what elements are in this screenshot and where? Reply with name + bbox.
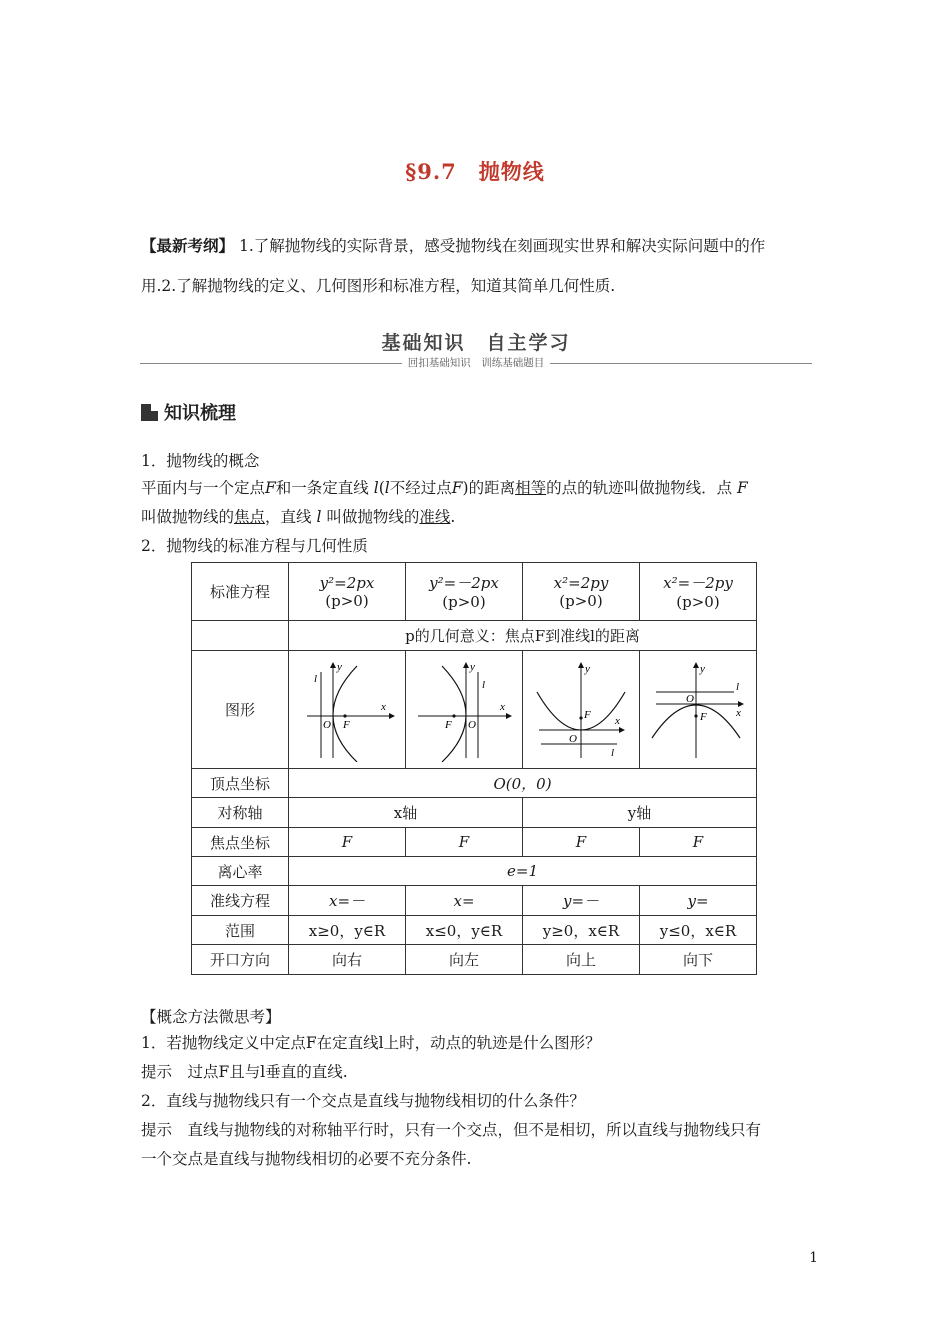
axis-x-label: x bbox=[736, 706, 741, 719]
directrix-2 bbox=[406, 886, 523, 916]
axis-y-label: y bbox=[585, 662, 590, 675]
equation-2: y²=－2px bbox=[429, 574, 499, 592]
t: l bbox=[373, 479, 379, 497]
directrix-text: y= bbox=[687, 891, 709, 910]
directrix-label: l bbox=[736, 680, 740, 693]
banner-title: 基础知识 自主学习 bbox=[381, 332, 571, 354]
parabola-left-graph bbox=[414, 658, 514, 762]
axis-y: y轴 bbox=[523, 798, 757, 828]
section-heading bbox=[141, 399, 236, 425]
row-label-directrix: 准线方程 bbox=[192, 886, 289, 916]
opening-4: 向下 bbox=[640, 945, 757, 975]
section-square-icon bbox=[141, 404, 158, 421]
p-meaning: p的几何意义：焦点F到准线l的距离 bbox=[289, 621, 757, 651]
t: 叫做抛物线的 bbox=[326, 508, 420, 526]
origin-label: O bbox=[569, 732, 577, 745]
concept-line2 bbox=[141, 507, 813, 527]
focus-label: F bbox=[584, 708, 591, 721]
t: 不经过点 bbox=[389, 479, 452, 497]
t: 平面内与一个定点 bbox=[141, 479, 266, 497]
t: 叫做抛物线的 bbox=[141, 508, 235, 526]
focus-label: F bbox=[343, 718, 350, 731]
t: )的距离 bbox=[462, 479, 516, 497]
graph-up bbox=[523, 651, 640, 769]
t: l bbox=[384, 479, 390, 497]
think-a2-line2: 一个交点是直线与抛物线相切的必要不充分条件. bbox=[141, 1150, 472, 1168]
graph-down bbox=[640, 651, 757, 769]
directrix-text: x=－ bbox=[328, 892, 366, 910]
kaogang-line2: 用.2.了解抛物线的定义、几何图形和标准方程，知道其简单几何性质. bbox=[141, 277, 616, 295]
row-label-eccentricity: 离心率 bbox=[192, 857, 289, 886]
directrix-label: l bbox=[482, 678, 486, 691]
banner-subtitle: 回扣基础知识 训练基础题目 bbox=[402, 357, 551, 369]
condition-2: (p>0) bbox=[442, 593, 486, 611]
t: l bbox=[316, 508, 322, 526]
section-banner bbox=[140, 328, 812, 369]
parabola-properties-table bbox=[191, 562, 757, 975]
axis-y-label: y bbox=[470, 660, 475, 673]
banner-subtitle-wrap bbox=[140, 355, 812, 370]
t: F bbox=[451, 479, 463, 497]
row-label-range: 范围 bbox=[192, 916, 289, 945]
vertex-value bbox=[289, 769, 757, 798]
equation-cell-1 bbox=[289, 563, 406, 621]
eccentricity-value bbox=[289, 857, 757, 886]
kaogang-line1 bbox=[141, 236, 813, 256]
row-label-empty bbox=[192, 621, 289, 651]
think-q2: 2．直线与抛物线只有一个交点是直线与抛物线相切的什么条件？ bbox=[141, 1092, 585, 1110]
directrix-4 bbox=[640, 886, 757, 916]
origin-label: O bbox=[323, 718, 331, 731]
t: ，直线 bbox=[265, 508, 312, 526]
page-title: §9.7 抛物线 bbox=[405, 159, 545, 184]
opening-2: 向左 bbox=[406, 945, 523, 975]
range-1: x≥0，y∈R bbox=[289, 916, 406, 945]
axis-x-label: x bbox=[500, 700, 505, 713]
focus-4 bbox=[640, 828, 757, 857]
parabola-right-graph bbox=[297, 658, 397, 762]
row-label-equation: 标准方程 bbox=[192, 563, 289, 621]
page-number: 1 bbox=[809, 1250, 818, 1266]
equation-1: y²=2px bbox=[319, 573, 375, 592]
focus-2 bbox=[406, 828, 523, 857]
focus-label: F bbox=[445, 718, 452, 731]
row-label-focus: 焦点坐标 bbox=[192, 828, 289, 857]
row-label-graph: 图形 bbox=[192, 651, 289, 769]
row-label-vertex: 顶点坐标 bbox=[192, 769, 289, 798]
t: F bbox=[265, 479, 276, 497]
focus-text: F bbox=[692, 833, 704, 851]
equation-cell-3 bbox=[523, 563, 640, 621]
think-q1: 1．若抛物线定义中定点F在定直线l上时，动点的轨迹是什么图形？ bbox=[141, 1034, 601, 1052]
eccentricity-text: e=1 bbox=[507, 862, 538, 880]
think-label: 【概念方法微思考】 bbox=[141, 1008, 281, 1026]
condition-3: (p>0) bbox=[559, 591, 603, 610]
think-a1: 提示 过点F且与l垂直的直线. bbox=[141, 1063, 348, 1081]
opening-1: 向右 bbox=[289, 945, 406, 975]
t: 准线 bbox=[419, 508, 451, 526]
t: ( bbox=[378, 479, 385, 497]
parabola-up-graph bbox=[531, 658, 631, 762]
t: F bbox=[737, 479, 748, 497]
row-label-axis: 对称轴 bbox=[192, 798, 289, 828]
table-heading: 2．抛物线的标准方程与几何性质 bbox=[141, 537, 368, 555]
equation-cell-4 bbox=[640, 563, 757, 621]
focus-label: F bbox=[700, 710, 707, 723]
t: 的点的轨迹叫做抛物线．点 bbox=[546, 479, 733, 497]
vertex-text: O(0，0) bbox=[493, 774, 552, 793]
directrix-label: l bbox=[611, 746, 615, 759]
equation-4: x²=－2py bbox=[663, 574, 733, 592]
axis-x: x轴 bbox=[289, 798, 523, 828]
kaogang-text1: 1.了解抛物线的实际背景，感受抛物线在刻画现实世界和解决实际问题中的作 bbox=[238, 237, 766, 255]
row-label-opening: 开口方向 bbox=[192, 945, 289, 975]
t: 焦点 bbox=[234, 508, 266, 526]
graph-right bbox=[289, 651, 406, 769]
axis-x-label: x bbox=[615, 714, 620, 727]
directrix-1 bbox=[289, 886, 406, 916]
range-4: y≤0，x∈R bbox=[640, 916, 757, 945]
origin-label: O bbox=[686, 692, 694, 705]
focus-text: F bbox=[341, 833, 353, 851]
t: . bbox=[450, 508, 456, 526]
parabola-down-graph bbox=[648, 658, 748, 762]
axis-x-label: x bbox=[381, 700, 386, 713]
concept-line1 bbox=[141, 478, 813, 498]
focus-text: F bbox=[458, 833, 470, 851]
range-2: x≤0，y∈R bbox=[406, 916, 523, 945]
concept-heading: 1．抛物线的概念 bbox=[141, 452, 260, 470]
section-heading-text: 知识梳理 bbox=[164, 403, 236, 424]
directrix-label: l bbox=[314, 672, 318, 685]
kaogang-label: 【最新考纲】 bbox=[141, 236, 235, 255]
t: 相等 bbox=[515, 479, 547, 497]
axis-y-label: y bbox=[337, 660, 342, 673]
condition-4: (p>0) bbox=[676, 593, 720, 611]
condition-1: (p>0) bbox=[325, 591, 369, 610]
axis-y-label: y bbox=[700, 662, 705, 675]
range-3: y≥0，x∈R bbox=[523, 916, 640, 945]
origin-label: O bbox=[468, 718, 476, 731]
focus-text: F bbox=[575, 833, 587, 851]
focus-1 bbox=[289, 828, 406, 857]
opening-3: 向上 bbox=[523, 945, 640, 975]
directrix-text: y=－ bbox=[562, 892, 600, 910]
directrix-text: x= bbox=[453, 891, 475, 910]
focus-3 bbox=[523, 828, 640, 857]
t: 和一条定直线 bbox=[275, 479, 369, 497]
directrix-3 bbox=[523, 886, 640, 916]
graph-left bbox=[406, 651, 523, 769]
think-a2-line1: 提示 直线与抛物线的对称轴平行时，只有一个交点，但不是相切，所以直线与抛物线只有 bbox=[141, 1121, 762, 1139]
equation-3: x²=2py bbox=[553, 573, 609, 592]
equation-cell-2 bbox=[406, 563, 523, 621]
